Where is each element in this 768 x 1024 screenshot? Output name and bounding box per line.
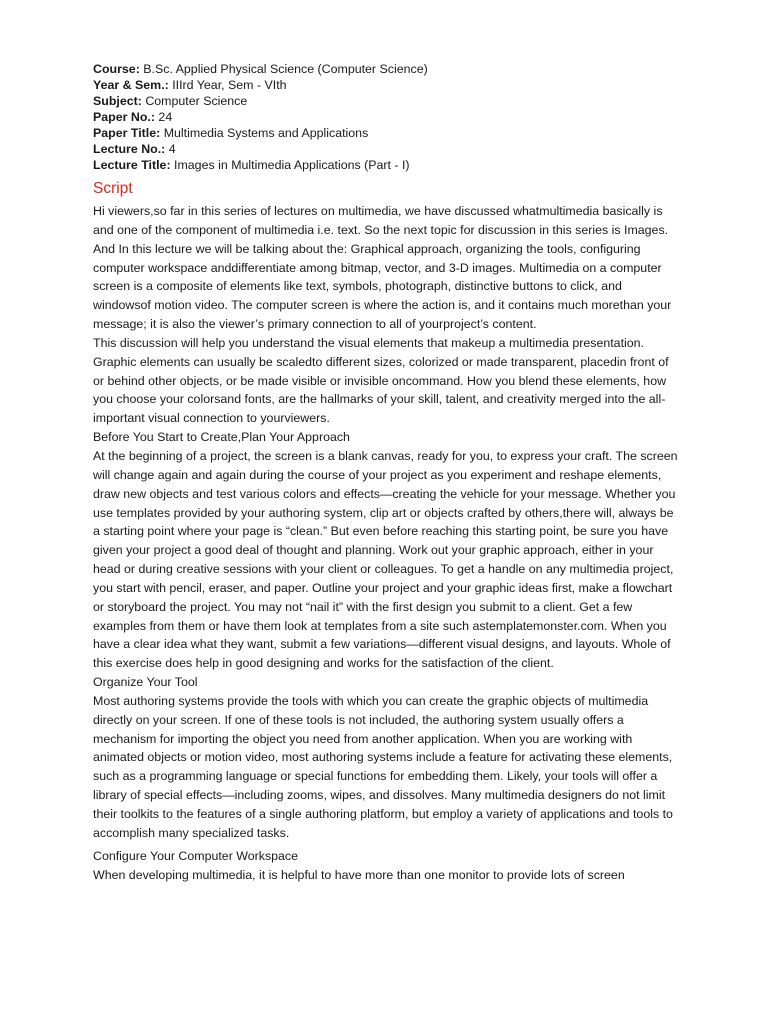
course-value: B.Sc. Applied Physical Science (Computer Science): [143, 62, 428, 76]
paper-no-value: 24: [158, 110, 173, 124]
paper-no-label: Paper No.:: [93, 110, 155, 124]
document-page: [93, 61, 678, 884]
script-heading: Script: [93, 180, 133, 197]
lecture-metadata: [93, 61, 678, 173]
section-heading-plan-approach: Before You Start to Create,Plan Your Approach: [93, 430, 350, 445]
subject-line: [93, 93, 678, 109]
year-sem-label: Year & Sem.:: [93, 78, 169, 92]
paper-title-value: Multimedia Systems and Applications: [163, 126, 369, 140]
subject-value: Computer Science: [145, 94, 248, 108]
lecture-title-label: Lecture Title:: [93, 158, 171, 172]
lecture-title-value: Images in Multimedia Applications (Part - I): [174, 158, 410, 172]
paper-no-line: [93, 109, 678, 125]
paragraph-organize-tool: Most authoring systems provide the tools with which you can create the graphic objects of multimedia directly on your screen. If one of these tools is not included, the authoring system usually offers a mechanism for importing the object you need from another application. When you are working with animated objects or motion video, most authoring systems include a feature for activating these elements, such as a programming language or special functions for embedding them. Likely, your tools will offer a library of special effects—including zooms, wipes, and dissolves. Many multimedia designers do not limit their toolkits to the features of a single authoring platform, but employ a variety of applications and tools to accomplish many specialized tasks.: [93, 693, 673, 840]
paragraph-intro: Hi viewers,so far in this series of lectures on multimedia, we have discussed whatmultimedia basically is and one of the component of multimedia i.e. text. So the next topic for discussion in this series is Images. And In this lecture we will be talking about the: Graphical approach, organizing the tools, configuring computer workspace anddifferentiate among bitmap, vector, and 3-D images. Multimedia on a computer screen is a composite of elements like text, symbols, photograph, distinctive buttons to click, and windowsof motion video. The computer screen is where the action is, and it contains much morethan your message; it is also the viewer’s primary connection to all of yourproject’s content.: [93, 204, 672, 332]
course-label: Course:: [93, 62, 140, 76]
subject-label: Subject:: [93, 94, 142, 108]
section-heading-configure-workspace: Configure Your Computer Workspace: [93, 848, 299, 863]
lecture-no-line: [93, 141, 678, 157]
year-sem-value: IIIrd Year, Sem - VIth: [172, 78, 287, 92]
paper-title-line: [93, 125, 678, 141]
paper-title-label: Paper Title:: [93, 126, 161, 140]
paragraph-configure-workspace: When developing multimedia, it is helpful to have more than one monitor to provide lots of screen: [93, 867, 625, 882]
section-heading-organize-tool: Organize Your Tool: [93, 675, 198, 690]
paragraph-plan-approach: At the beginning of a project, the screen is a blank canvas, ready for you, to express your craft. The screen will change again and again during the course of your project as you experiment and reshape elements, draw new objects and test various colors and effects—creating the vehicle for your message. Whether you use templates provided by your authoring system, clip art or objects crafted by others,there will, always be a starting point where your page is “clean.” But even before reaching this starting point, be sure you have given your project a good deal of thought and planning. Work out your graphic approach, either in your head or during creative sessions with your client or colleagues. To get a handle on any multimedia project, you start with pencil, eraser, and paper. Outline your project and your graphic ideas first, make a flowchart or storyboard the project. You may not “nail it” with the first design you submit to a client. Get a few examples from them or have them look at templates from a site such astemplatemonster.com. When you have a clear idea what they want, submit a few variations—different visual designs, and layouts. Whole of this exercise does help in good designing and works for the satisfaction of the client.: [93, 448, 678, 671]
lecture-no-label: Lecture No.:: [93, 142, 166, 156]
year-sem-line: [93, 77, 678, 93]
paragraph-visual-elements: This discussion will help you understand the visual elements that makeup a multimedia presentation. Graphic elements can usually be scaledto different sizes, colorized or made transparent, placedin front of or behind other objects, or be made visible or invisible oncommand. How you blend these elements, how you choose your colorsand fonts, are the hallmarks of your skill, talent, and creativity merged into the all-important visual connection to yourviewers.: [93, 335, 669, 426]
course-line: [93, 61, 678, 77]
lecture-title-line: [93, 157, 678, 173]
lecture-no-value: 4: [168, 142, 176, 156]
script-body: [93, 202, 678, 884]
